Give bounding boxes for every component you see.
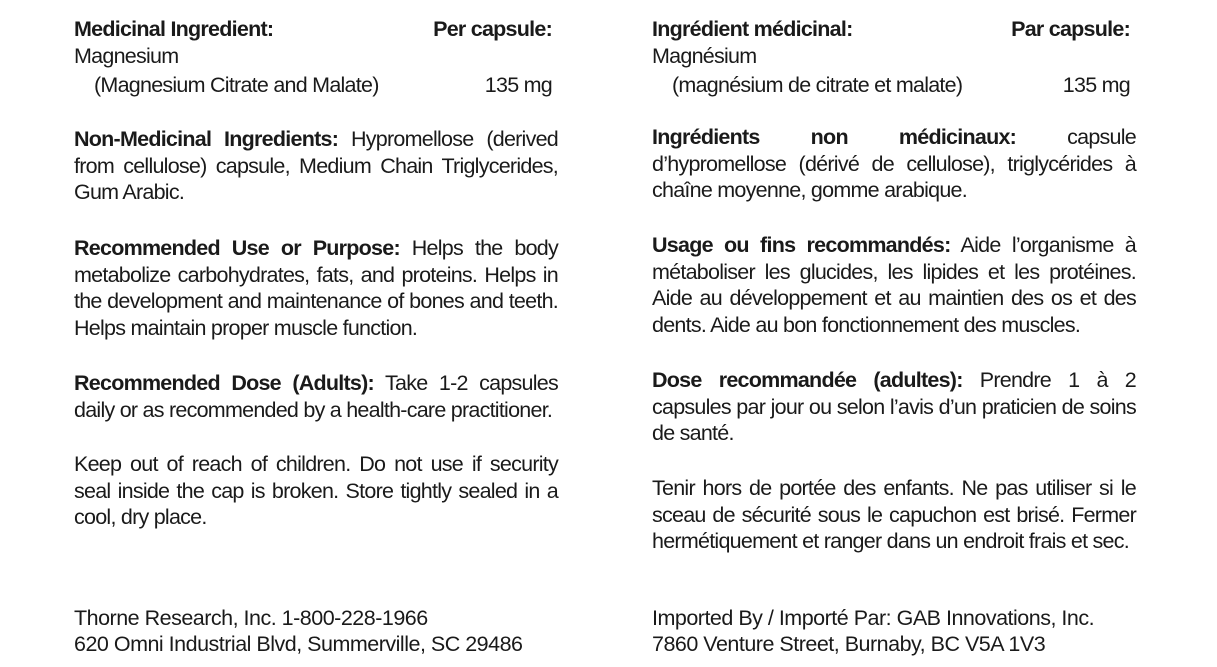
importer-line-2: 7860 Venture Street, Burnaby, BC V5A 1V3	[652, 632, 1046, 656]
medicinal-ingredient-header	[74, 16, 552, 43]
recommended-dose-text-fr: Prendre 1 à 2 capsules par jour ou selon l’avis d’un praticien de soins de santé.	[652, 368, 1136, 446]
company-line-1: Thorne Research, Inc. 1-800-228-1966	[74, 606, 428, 630]
ingredient-name: Magnesium	[74, 44, 179, 68]
recommended-dose-label-fr: Dose recommandée (adultes):	[652, 368, 963, 392]
non-medicinal-label: Non-Medicinal Ingredients:	[74, 127, 339, 151]
recommended-dose-label: Recommended Dose (Adults):	[74, 371, 374, 395]
company-line-2: 620 Omni Industrial Blvd, Summerville, SC 29486	[74, 632, 523, 656]
medicinal-ingredient-label: Medicinal Ingredient:	[74, 17, 274, 41]
recommended-use-fr	[652, 232, 1136, 338]
ingredient-source-fr: (magnésium de citrate et malate)	[672, 73, 963, 97]
english-column	[74, 16, 558, 656]
recommended-use-label-fr: Usage ou fins recommandés:	[652, 233, 951, 257]
ingredient-name-fr: Magnésium	[652, 44, 757, 68]
recommended-dose	[74, 370, 558, 423]
non-medicinal-text: Hypromellose (derived from cellulose) capsule, Medium Chain Triglycerides, Gum Arabic.	[74, 127, 559, 205]
recommended-use-text-fr: Aide l’organisme à métaboliser les glucides, les lipides et les protéines. Aide au développement et au maintien des os et des dents. Aide au bon fonctionnement des muscles.	[652, 233, 1136, 337]
recommended-use-label: Recommended Use or Purpose:	[74, 236, 400, 260]
medicinal-ingredient-header-fr	[652, 16, 1130, 43]
ingredient-amount: 135 mg	[484, 73, 552, 97]
non-medicinal-text-fr: capsule d’hypromellose (dérivé de cellulose), triglycérides à chaîne moyenne, gomme arabique.	[652, 125, 1136, 203]
ingredient-amount-fr: 135 mg	[1062, 73, 1130, 97]
recommended-use-text: Helps the body metabolize carbohydrates, fats, and proteins. Helps in the development and maintenance of bones and teeth. Helps maintain proper muscle function.	[74, 236, 558, 340]
french-column	[652, 16, 1136, 656]
recommended-dose-fr	[652, 367, 1136, 447]
recommended-use	[74, 235, 558, 341]
non-medicinal-label-fr: Ingrédients non médicinaux:	[652, 125, 1017, 149]
importer-line-1: Imported By / Importé Par: GAB Innovations, Inc.	[652, 606, 1095, 630]
recommended-dose-text: Take 1-2 capsules daily or as recommended by a health-care practitioner.	[74, 371, 558, 422]
warning-text: Keep out of reach of children. Do not use if security seal inside the cap is broken. Store tightly sealed in a cool, dry place.	[74, 452, 558, 530]
per-capsule-label: Per capsule:	[433, 17, 552, 41]
per-capsule-label-fr: Par capsule:	[1011, 17, 1130, 41]
warning-text-fr: Tenir hors de portée des enfants. Ne pas utiliser si le sceau de sécurité sous le capuchon est brisé. Fermer hermétiquement et ranger dans un endroit frais et sec.	[652, 476, 1136, 554]
ingredient-source-row-fr	[652, 72, 1130, 99]
ingredient-source: (Magnesium Citrate and Malate)	[94, 73, 379, 97]
medicinal-ingredient-label-fr: Ingrédient médicinal:	[652, 17, 853, 41]
non-medicinal-ingredients-fr	[652, 124, 1136, 204]
ingredient-source-row	[74, 72, 552, 99]
non-medicinal-ingredients	[74, 126, 558, 206]
